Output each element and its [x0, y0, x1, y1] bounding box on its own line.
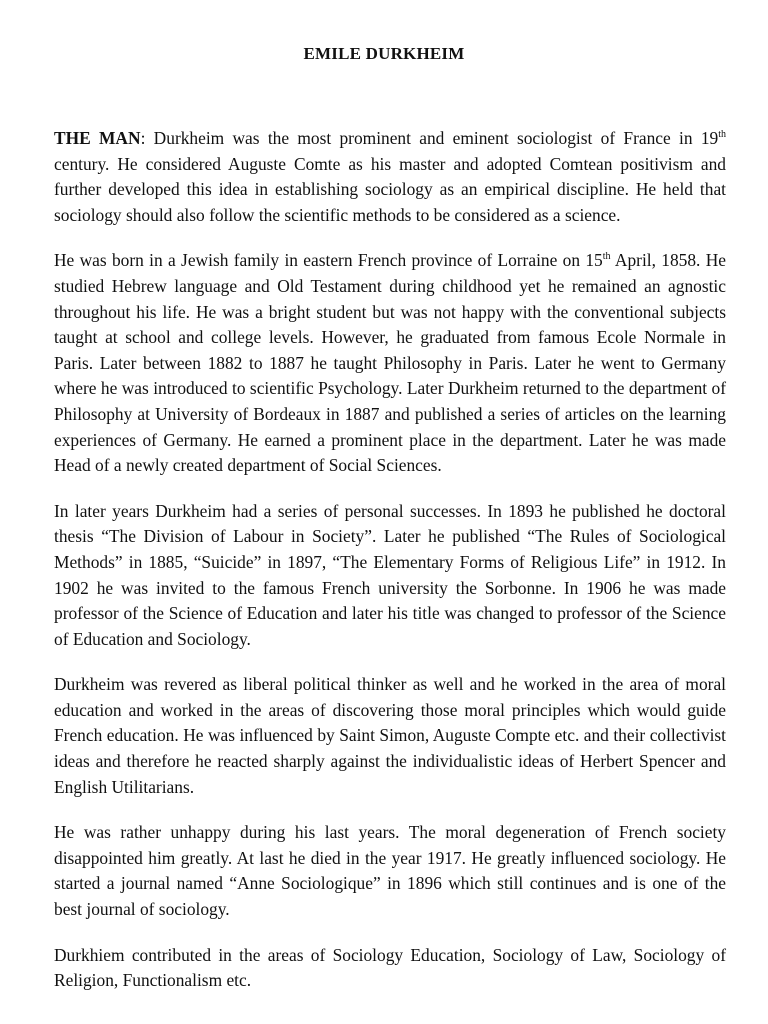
paragraph-last-years: He was rather unhappy during his last years. The moral degeneration of French society disappointed him greatly. At last he died in the year 1917. He greatly influenced sociology. He started a journal named “Anne Sociologique” in 1896 which still continues and is one of the best journal of sociology.	[54, 822, 726, 920]
paragraph-text: : Durkheim was the most prominent and eminent sociologist of France in 19	[140, 128, 719, 148]
document-title: EMILE DURKHEIM	[303, 44, 465, 63]
paragraph-text-continued: century. He considered Auguste Comte as his master and adopted Comtean positivism and further developed this idea in establishing sociology as an empirical discipline. He held that sociology should also follow the scientific methods to be considered as a science.	[54, 153, 726, 225]
paragraph-the-man	[54, 126, 726, 228]
ordinal-suffix: th	[602, 251, 611, 263]
paragraph-label: THE MAN	[54, 128, 141, 148]
paragraph-text-continued: April, 1858. He studied Hebrew language and Old Testament during childhood yet he remained an agnostic throughout his life. He was a bright student but was not happy with the conventional subjects taught at school and college levels. However, he graduated from famous Ecole Normale in Paris. Later between 1882 to 1887 he taught Philosophy in Paris. Later he went to Germany where he was introduced to scientific Psychology. Later Durkheim returned to the department of Philosophy at University of Bordeaux in 1887 and published a series of articles on the learning experiences of Germany. He earned a prominent place in the department. Later he was made Head of a newly created department of Social Sciences.	[54, 250, 727, 476]
paragraph-early-life	[54, 248, 726, 478]
paragraph-contributions: Durkhiem contributed in the areas of Sociology Education, Sociology of Law, Sociology of Religion, Functionalism etc.	[54, 944, 726, 991]
ordinal-suffix: th	[718, 129, 727, 141]
paragraph-political-thinker: Durkheim was revered as liberal political thinker as well and he worked in the area of moral education and worked in the areas of discovering those moral principles which would guide French education. He was influenced by Saint Simon, Auguste Compte etc. and their collectivist ideas and therefore he reacted sharply against the individualistic ideas of Herbert Spencer and English Utilitarians.	[54, 674, 726, 797]
paragraph-later-years: In later years Durkheim had a series of personal successes. In 1893 he published he doctoral thesis “The Division of Labour in Society”. Later he published “The Rules of Sociological Methods” in 1885, “Suicide” in 1897, “The Elementary Forms of Religious Life” in 1912. In 1902 he was invited to the famous French university the Sorbonne. In 1906 he was made professor of the Science of Education and later his title was changed to professor of the Science of Education and Sociology.	[54, 500, 726, 649]
document-body	[54, 126, 726, 1014]
paragraph-text: He was born in a Jewish family in eastern French province of Lorraine on 15	[54, 250, 603, 271]
